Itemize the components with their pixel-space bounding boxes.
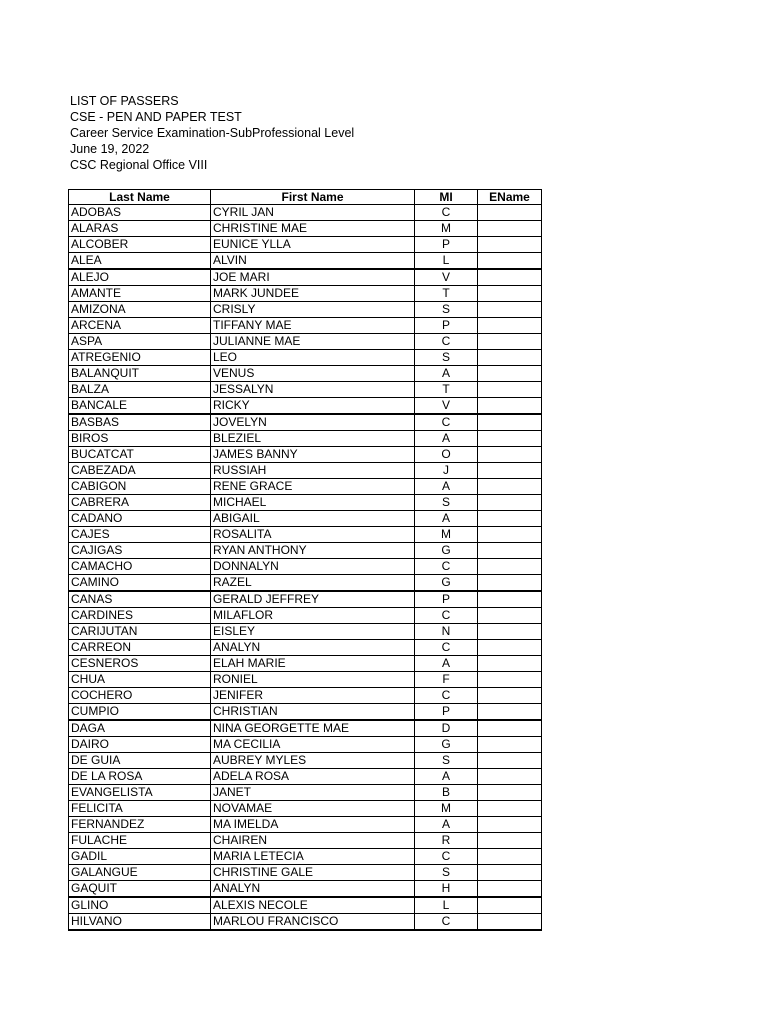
mi-cell: C	[415, 334, 478, 350]
ename-cell	[478, 334, 542, 350]
mi-cell: A	[415, 656, 478, 672]
last-name-cell: CADANO	[69, 511, 211, 527]
ename-cell	[478, 624, 542, 640]
table-row	[69, 785, 542, 801]
last-name-cell: BANCALE	[69, 398, 211, 415]
mi-cell: F	[415, 672, 478, 688]
last-name-cell: GALANGUE	[69, 865, 211, 881]
table-row	[69, 221, 542, 237]
last-name-cell: BIROS	[69, 431, 211, 447]
table-row	[69, 575, 542, 592]
first-name-cell: CYRIL JAN	[211, 205, 415, 221]
ename-cell	[478, 237, 542, 253]
last-name-cell: DE LA ROSA	[69, 769, 211, 785]
ename-cell	[478, 608, 542, 624]
first-name-cell: CHRISTINE GALE	[211, 865, 415, 881]
first-name-cell: JULIANNE MAE	[211, 334, 415, 350]
last-name-cell: DAIRO	[69, 737, 211, 753]
table-row	[69, 527, 542, 543]
first-name-cell: ANALYN	[211, 640, 415, 656]
table-row	[69, 624, 542, 640]
last-name-cell: CUMPIO	[69, 704, 211, 721]
table-row	[69, 559, 542, 575]
mi-cell: M	[415, 221, 478, 237]
first-name-cell: MARIA LETECIA	[211, 849, 415, 865]
first-name-cell: JOVELYN	[211, 414, 415, 431]
last-name-cell: BALANQUIT	[69, 366, 211, 382]
first-name-cell: JENIFER	[211, 688, 415, 704]
table-row	[69, 269, 542, 286]
ename-cell	[478, 511, 542, 527]
table-row	[69, 801, 542, 817]
table-row	[69, 398, 542, 415]
mi-cell: O	[415, 447, 478, 463]
ename-cell	[478, 221, 542, 237]
mi-cell: V	[415, 269, 478, 286]
last-name-cell: AMANTE	[69, 286, 211, 302]
mi-cell: C	[415, 608, 478, 624]
ename-cell	[478, 463, 542, 479]
mi-cell: T	[415, 382, 478, 398]
ename-cell	[478, 865, 542, 881]
mi-cell: P	[415, 704, 478, 721]
last-name-cell: CAMINO	[69, 575, 211, 592]
first-name-cell: NINA GEORGETTE MAE	[211, 720, 415, 737]
last-name-cell: FELICITA	[69, 801, 211, 817]
first-name-cell: LEO	[211, 350, 415, 366]
mi-cell: C	[415, 205, 478, 221]
ename-cell	[478, 897, 542, 914]
mi-cell: C	[415, 914, 478, 931]
list-title: LIST OF PASSERS	[70, 94, 179, 108]
document-header	[70, 93, 354, 173]
last-name-cell: COCHERO	[69, 688, 211, 704]
mi-cell: G	[415, 737, 478, 753]
mi-cell: A	[415, 479, 478, 495]
mi-cell: P	[415, 318, 478, 334]
table-row	[69, 543, 542, 559]
last-name-cell: ARCENA	[69, 318, 211, 334]
first-name-cell: EISLEY	[211, 624, 415, 640]
mi-cell: C	[415, 640, 478, 656]
mi-cell: S	[415, 753, 478, 769]
table-row	[69, 253, 542, 270]
table-row	[69, 914, 542, 931]
last-name-cell: CARDINES	[69, 608, 211, 624]
last-name-cell: CARIJUTAN	[69, 624, 211, 640]
last-name-cell: GLINO	[69, 897, 211, 914]
ename-cell	[478, 753, 542, 769]
first-name-cell: ABIGAIL	[211, 511, 415, 527]
table-row	[69, 447, 542, 463]
ename-cell	[478, 527, 542, 543]
last-name-cell: CABIGON	[69, 479, 211, 495]
first-name-cell: RUSSIAH	[211, 463, 415, 479]
first-name-cell: MILAFLOR	[211, 608, 415, 624]
last-name-cell: CANAS	[69, 591, 211, 608]
mi-cell: C	[415, 849, 478, 865]
table-row	[69, 704, 542, 721]
last-name-cell: ASPA	[69, 334, 211, 350]
mi-cell: T	[415, 286, 478, 302]
mi-cell: N	[415, 624, 478, 640]
exam-level: Career Service Examination-SubProfessional Level	[70, 126, 355, 140]
mi-cell: A	[415, 511, 478, 527]
ename-cell	[478, 672, 542, 688]
last-name-cell: FULACHE	[69, 833, 211, 849]
ename-cell	[478, 479, 542, 495]
last-name-cell: DE GUIA	[69, 753, 211, 769]
ename-cell	[478, 302, 542, 318]
mi-cell: J	[415, 463, 478, 479]
mi-cell: L	[415, 253, 478, 270]
table-row	[69, 334, 542, 350]
column-header-ename: EName	[478, 190, 542, 205]
last-name-cell: CAJES	[69, 527, 211, 543]
first-name-cell: VENUS	[211, 366, 415, 382]
ename-cell	[478, 205, 542, 221]
mi-cell: B	[415, 785, 478, 801]
table-row	[69, 881, 542, 898]
first-name-cell: EUNICE YLLA	[211, 237, 415, 253]
ename-cell	[478, 559, 542, 575]
ename-cell	[478, 591, 542, 608]
last-name-cell: AMIZONA	[69, 302, 211, 318]
table-row	[69, 640, 542, 656]
test-type: CSE - PEN AND PAPER TEST	[70, 110, 242, 124]
table-row	[69, 817, 542, 833]
first-name-cell: JANET	[211, 785, 415, 801]
ename-cell	[478, 382, 542, 398]
first-name-cell: RYAN ANTHONY	[211, 543, 415, 559]
last-name-cell: GAQUIT	[69, 881, 211, 898]
ename-cell	[478, 914, 542, 931]
exam-date: June 19, 2022	[70, 142, 150, 156]
table-row	[69, 463, 542, 479]
table-row	[69, 608, 542, 624]
first-name-cell: CHRISTIAN	[211, 704, 415, 721]
table-row	[69, 205, 542, 221]
column-header-last-name: Last Name	[69, 190, 211, 205]
mi-cell: S	[415, 302, 478, 318]
first-name-cell: ALEXIS NECOLE	[211, 897, 415, 914]
table-row	[69, 237, 542, 253]
first-name-cell: ALVIN	[211, 253, 415, 270]
last-name-cell: HILVANO	[69, 914, 211, 931]
first-name-cell: GERALD JEFFREY	[211, 591, 415, 608]
ename-cell	[478, 785, 542, 801]
table-row	[69, 318, 542, 334]
table-row	[69, 286, 542, 302]
first-name-cell: BLEZIEL	[211, 431, 415, 447]
ename-cell	[478, 414, 542, 431]
first-name-cell: JESSALYN	[211, 382, 415, 398]
passers-table	[68, 189, 542, 931]
table-row	[69, 897, 542, 914]
ename-cell	[478, 318, 542, 334]
ename-cell	[478, 366, 542, 382]
ename-cell	[478, 688, 542, 704]
mi-cell: V	[415, 398, 478, 415]
first-name-cell: RICKY	[211, 398, 415, 415]
mi-cell: C	[415, 559, 478, 575]
last-name-cell: CAJIGAS	[69, 543, 211, 559]
last-name-cell: ALCOBER	[69, 237, 211, 253]
mi-cell: C	[415, 414, 478, 431]
first-name-cell: ROSALITA	[211, 527, 415, 543]
ename-cell	[478, 720, 542, 737]
first-name-cell: CRISLY	[211, 302, 415, 318]
table-row	[69, 495, 542, 511]
table-row	[69, 479, 542, 495]
last-name-cell: EVANGELISTA	[69, 785, 211, 801]
first-name-cell: JOE MARI	[211, 269, 415, 286]
table-row	[69, 350, 542, 366]
first-name-cell: MARLOU FRANCISCO	[211, 914, 415, 931]
ename-cell	[478, 640, 542, 656]
first-name-cell: JAMES BANNY	[211, 447, 415, 463]
table-row	[69, 511, 542, 527]
ename-cell	[478, 269, 542, 286]
table-row	[69, 849, 542, 865]
last-name-cell: ALEJO	[69, 269, 211, 286]
first-name-cell: CHAIREN	[211, 833, 415, 849]
mi-cell: H	[415, 881, 478, 898]
mi-cell: A	[415, 769, 478, 785]
mi-cell: A	[415, 366, 478, 382]
ename-cell	[478, 881, 542, 898]
table-row	[69, 302, 542, 318]
table-body	[69, 205, 542, 931]
table-row	[69, 366, 542, 382]
mi-cell: S	[415, 350, 478, 366]
last-name-cell: ALARAS	[69, 221, 211, 237]
last-name-cell: ATREGENIO	[69, 350, 211, 366]
last-name-cell: CABEZADA	[69, 463, 211, 479]
table-row	[69, 865, 542, 881]
table-row	[69, 591, 542, 608]
last-name-cell: BASBAS	[69, 414, 211, 431]
table-row	[69, 737, 542, 753]
last-name-cell: FERNANDEZ	[69, 817, 211, 833]
last-name-cell: BALZA	[69, 382, 211, 398]
table-row	[69, 414, 542, 431]
first-name-cell: RONIEL	[211, 672, 415, 688]
mi-cell: A	[415, 817, 478, 833]
mi-cell: M	[415, 801, 478, 817]
ename-cell	[478, 575, 542, 592]
first-name-cell: ANALYN	[211, 881, 415, 898]
table-row	[69, 769, 542, 785]
ename-cell	[478, 656, 542, 672]
last-name-cell: CHUA	[69, 672, 211, 688]
ename-cell	[478, 253, 542, 270]
table-row	[69, 656, 542, 672]
mi-cell: D	[415, 720, 478, 737]
ename-cell	[478, 431, 542, 447]
mi-cell: R	[415, 833, 478, 849]
table-row	[69, 688, 542, 704]
first-name-cell: DONNALYN	[211, 559, 415, 575]
first-name-cell: MA IMELDA	[211, 817, 415, 833]
regional-office: CSC Regional Office VIII	[70, 158, 208, 172]
mi-cell: L	[415, 897, 478, 914]
first-name-cell: CHRISTINE MAE	[211, 221, 415, 237]
first-name-cell: NOVAMAE	[211, 801, 415, 817]
mi-cell: P	[415, 591, 478, 608]
mi-cell: S	[415, 495, 478, 511]
ename-cell	[478, 543, 542, 559]
mi-cell: M	[415, 527, 478, 543]
ename-cell	[478, 737, 542, 753]
mi-cell: G	[415, 543, 478, 559]
last-name-cell: CAMACHO	[69, 559, 211, 575]
ename-cell	[478, 286, 542, 302]
table-row	[69, 833, 542, 849]
first-name-cell: MARK JUNDEE	[211, 286, 415, 302]
first-name-cell: RENE GRACE	[211, 479, 415, 495]
table-row	[69, 720, 542, 737]
mi-cell: G	[415, 575, 478, 592]
first-name-cell: TIFFANY MAE	[211, 318, 415, 334]
first-name-cell: MICHAEL	[211, 495, 415, 511]
last-name-cell: ADOBAS	[69, 205, 211, 221]
table-row	[69, 753, 542, 769]
last-name-cell: BUCATCAT	[69, 447, 211, 463]
last-name-cell: DAGA	[69, 720, 211, 737]
last-name-cell: CESNEROS	[69, 656, 211, 672]
ename-cell	[478, 447, 542, 463]
table-row	[69, 672, 542, 688]
ename-cell	[478, 817, 542, 833]
ename-cell	[478, 704, 542, 721]
ename-cell	[478, 398, 542, 415]
ename-cell	[478, 495, 542, 511]
first-name-cell: ADELA ROSA	[211, 769, 415, 785]
first-name-cell: MA CECILIA	[211, 737, 415, 753]
last-name-cell: ALEA	[69, 253, 211, 270]
table-row	[69, 431, 542, 447]
first-name-cell: ELAH MARIE	[211, 656, 415, 672]
last-name-cell: CABRERA	[69, 495, 211, 511]
ename-cell	[478, 833, 542, 849]
mi-cell: C	[415, 688, 478, 704]
table-row	[69, 382, 542, 398]
ename-cell	[478, 849, 542, 865]
first-name-cell: RAZEL	[211, 575, 415, 592]
first-name-cell: AUBREY MYLES	[211, 753, 415, 769]
mi-cell: P	[415, 237, 478, 253]
last-name-cell: CARREON	[69, 640, 211, 656]
ename-cell	[478, 769, 542, 785]
mi-cell: S	[415, 865, 478, 881]
mi-cell: A	[415, 431, 478, 447]
column-header-first-name: First Name	[211, 190, 415, 205]
last-name-cell: GADIL	[69, 849, 211, 865]
ename-cell	[478, 801, 542, 817]
ename-cell	[478, 350, 542, 366]
table-header-row	[69, 190, 542, 205]
column-header-mi: MI	[415, 190, 478, 205]
